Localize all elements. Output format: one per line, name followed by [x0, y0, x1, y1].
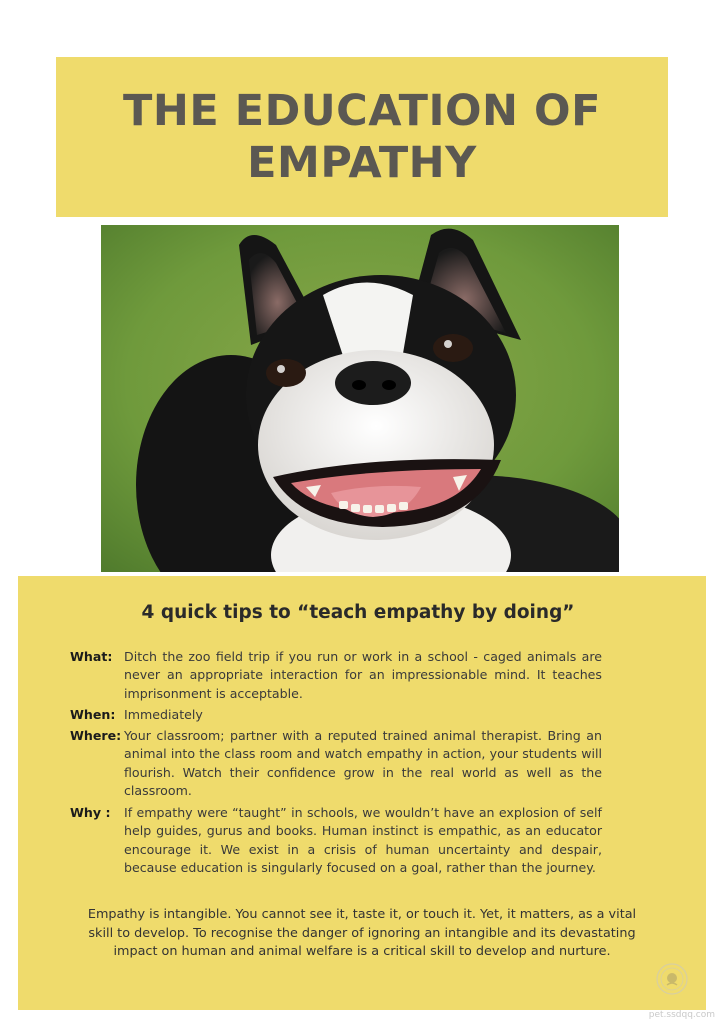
- title-line-2: EMPATHY: [247, 138, 477, 188]
- tip-label: Where:: [70, 728, 122, 743]
- tip-text: Ditch the zoo field trip if you run or work in a school - caged animals are never an appropriate interaction for an impressionable mind. It teaches imprisonment is acceptable.: [124, 649, 602, 701]
- tip-label: What:: [70, 649, 113, 664]
- tip-text: Your classroom; partner with a reputed trained animal therapist. Bring an animal into the class room and watch empathy in action, your students will flourish. Watch their confidence grow in the real world as well as the classroom.: [124, 728, 602, 798]
- dog-photo: [101, 225, 619, 572]
- title-banner: [56, 57, 668, 217]
- title-line-1: THE EDUCATION OF: [123, 86, 601, 136]
- tip-text: Immediately: [124, 707, 203, 722]
- page-title: [123, 85, 601, 189]
- tip-where: [70, 727, 602, 800]
- tip-why: [70, 804, 602, 877]
- tip-when: [70, 706, 602, 724]
- tip-label: Why :: [70, 805, 111, 820]
- seal-logo: [656, 963, 688, 995]
- tip-label: When:: [70, 707, 116, 722]
- watermark: pet.ssdqq.com: [648, 1010, 715, 1020]
- tips-heading: 4 quick tips to “teach empathy by doing”: [141, 602, 575, 623]
- closing-paragraph: Empathy is intangible. You cannot see it, taste it, or touch it. Yet, it matters, as a vital skill to develop. To recognise the danger of ignoring an intangible and its devastating impact on human and animal welfare is a critical skill to develop and nurture.: [87, 907, 637, 959]
- tip-text: If empathy were “taught” in schools, we wouldn’t have an explosion of self help guides, gurus and books. Human instinct is empathic, as an educator encourage it. We exist in a crisis of human uncertainty and despair, because education is singularly focused on a goal, rather than the journey.: [124, 805, 602, 875]
- tips-panel: [18, 576, 706, 1010]
- tip-what: [70, 648, 602, 703]
